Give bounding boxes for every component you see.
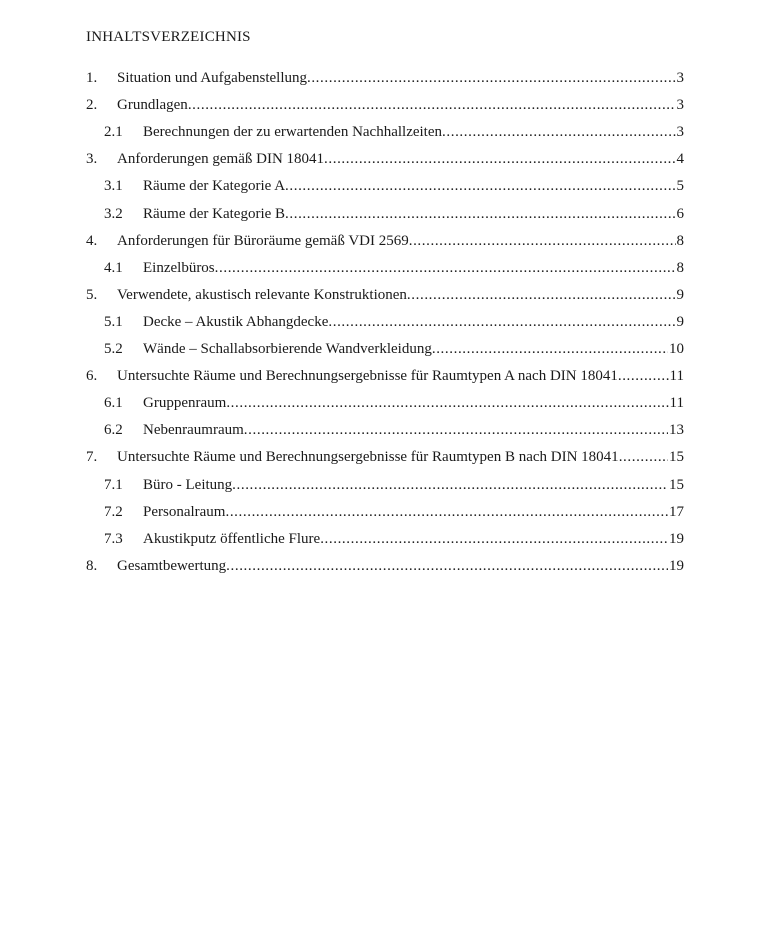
toc-entry-line [143, 122, 684, 142]
toc-entry-label: Räume der Kategorie A [143, 178, 286, 195]
toc-entry-line [143, 420, 684, 440]
toc-entry-line [143, 204, 684, 224]
toc-entry-number: 3.2 [104, 205, 123, 222]
toc-entry-number: 4. [86, 232, 98, 249]
toc-entry-line [117, 556, 684, 576]
toc-entry-2-1[interactable] [0, 122, 768, 142]
toc-entry-line [143, 312, 684, 332]
toc-entry-label: Räume der Kategorie B [143, 205, 286, 222]
toc-entry-label: Anforderungen gemäß DIN 18041 [117, 151, 325, 168]
toc-entry-number: 2. [86, 97, 98, 114]
toc-entry-6[interactable] [0, 366, 768, 386]
toc-entry-number: 5.1 [104, 313, 123, 330]
toc-entry-number: 2.1 [104, 124, 123, 141]
toc-dot-leader [432, 339, 668, 359]
toc-dot-leader [407, 285, 676, 305]
toc-entry-label: Grundlagen [117, 97, 188, 114]
toc-dot-leader [232, 475, 668, 495]
toc-entry-line [117, 95, 684, 115]
toc-entry-page-number: 8 [676, 259, 684, 276]
toc-entry-number: 6.2 [104, 422, 123, 439]
toc-title: INHALTSVERZEICHNIS [86, 29, 251, 45]
toc-entry-label: Gesamtbewertung [117, 557, 227, 574]
toc-entry-page-number: 13 [669, 422, 684, 439]
toc-entry-page-number: 4 [676, 151, 684, 168]
toc-dot-leader [324, 149, 675, 169]
toc-entry-label: Einzelbüros [143, 259, 215, 276]
toc-entry-6-1[interactable] [0, 393, 768, 413]
toc-entry-line [117, 68, 684, 88]
toc-dot-leader [409, 231, 676, 251]
toc-entry-label: Verwendete, akustisch relevante Konstruktionen [117, 286, 407, 303]
toc-entry-number: 1. [86, 70, 98, 86]
toc-dot-leader [225, 502, 668, 522]
toc-entry-line [117, 285, 684, 305]
toc-entry-5-2[interactable] [0, 339, 768, 359]
toc-entry-page-number: 11 [669, 368, 684, 385]
toc-entry-page-number: 17 [669, 503, 684, 520]
toc-entry-5[interactable] [0, 285, 768, 305]
toc-entry-page-number: 11 [669, 395, 684, 412]
toc-entry-number: 6. [86, 368, 98, 385]
toc-entry-line [143, 258, 684, 278]
toc-entry-6-2[interactable] [0, 420, 768, 440]
toc-entry-number: 3.1 [104, 178, 123, 195]
toc-entry-label: Decke – Akustik Abhangdecke [143, 313, 329, 330]
toc-entry-line [117, 447, 684, 467]
toc-entry-line [117, 149, 684, 169]
toc-entry-page-number: 3 [676, 70, 684, 86]
toc-entry-7-1[interactable] [0, 475, 768, 495]
toc-entry-number: 7. [86, 449, 98, 466]
toc-dot-leader [244, 420, 668, 440]
toc-entry-number: 3. [86, 151, 98, 168]
toc-entry-7-3[interactable] [0, 529, 768, 549]
toc-entry-page-number: 19 [669, 557, 684, 574]
toc-dot-leader [188, 95, 676, 115]
toc-dot-leader [285, 176, 675, 196]
toc-entry-label: Büro - Leitung [143, 476, 233, 493]
toc-entry-line [143, 529, 684, 549]
toc-entry-page-number: 9 [676, 313, 684, 330]
toc-entry-number: 5.2 [104, 341, 123, 357]
toc-entry-page-number: 10 [669, 341, 684, 357]
toc-dot-leader [328, 312, 675, 332]
toc-entry-page-number: 3 [676, 97, 684, 114]
toc-entry-page-number: 19 [669, 530, 684, 547]
toc-entry-page-number: 3 [676, 124, 684, 141]
toc-entry-number: 7.3 [104, 530, 123, 547]
toc-entry-7-2[interactable] [0, 502, 768, 522]
toc-entry-page-number: 5 [676, 178, 684, 195]
toc-entry-number: 8. [86, 557, 98, 574]
toc-entry-label: Personalraum [143, 503, 226, 520]
toc-entry-8[interactable] [0, 556, 768, 576]
toc-entry-label: Berechnungen der zu erwartenden Nachhallzeiten [143, 124, 443, 141]
toc-entry-4-1[interactable] [0, 258, 768, 278]
toc-dot-leader [307, 68, 676, 88]
toc-dot-leader [226, 393, 668, 413]
toc-entry-3[interactable] [0, 149, 768, 169]
toc-entry-label: Gruppenraum [143, 395, 227, 412]
toc-dot-leader [285, 204, 675, 224]
toc-entry-7[interactable] [0, 447, 768, 467]
toc-dot-leader [619, 447, 668, 467]
toc-entry-5-1[interactable] [0, 312, 768, 332]
toc-dot-leader [442, 122, 675, 142]
toc-dot-leader [226, 556, 668, 576]
toc-entry-line [117, 366, 684, 386]
toc-entry-line [143, 393, 684, 413]
toc-entry-number: 7.2 [104, 503, 123, 520]
toc-entry-number: 4.1 [104, 259, 123, 276]
toc-entry-4[interactable] [0, 231, 768, 251]
toc-entry-label: Nebenraumraum [143, 422, 244, 439]
toc-entry-line [143, 502, 684, 522]
toc-entry-label: Untersuchte Räume und Berechnungsergebnisse für Raumtypen B nach DIN 18041 [117, 449, 619, 466]
toc-dot-leader [618, 366, 669, 386]
toc-entry-page-number: 8 [676, 232, 684, 249]
toc-entry-page-number: 9 [676, 286, 684, 303]
toc-entry-line [143, 339, 684, 359]
toc-dot-leader [320, 529, 668, 549]
toc-entry-line [143, 475, 684, 495]
toc-entry-page-number: 15 [669, 476, 684, 493]
toc-entry-number: 7.1 [104, 476, 123, 493]
toc-entry-2[interactable] [0, 95, 768, 115]
toc-entry-label: Situation und Aufgabenstellung [117, 70, 307, 86]
toc-entry-number: 5. [86, 286, 98, 303]
toc-entry-1[interactable] [0, 68, 768, 88]
toc-entry-line [143, 176, 684, 196]
toc-entry-label: Wände – Schallabsorbierende Wandverkleidung [143, 341, 432, 357]
toc-entry-3-1[interactable] [0, 176, 768, 196]
toc-entry-line [117, 231, 684, 251]
toc-entry-page-number: 6 [676, 205, 684, 222]
toc-entry-label: Akustikputz öffentliche Flure [143, 530, 321, 547]
toc-entry-3-2[interactable] [0, 204, 768, 224]
toc-entry-page-number: 15 [669, 449, 684, 466]
toc-entry-label: Untersuchte Räume und Berechnungsergebnisse für Raumtypen A nach DIN 18041 [117, 368, 618, 385]
toc-entry-label: Anforderungen für Büroräume gemäß VDI 2569 [117, 232, 409, 249]
toc-dot-leader [215, 258, 676, 278]
toc-entry-number: 6.1 [104, 395, 123, 412]
